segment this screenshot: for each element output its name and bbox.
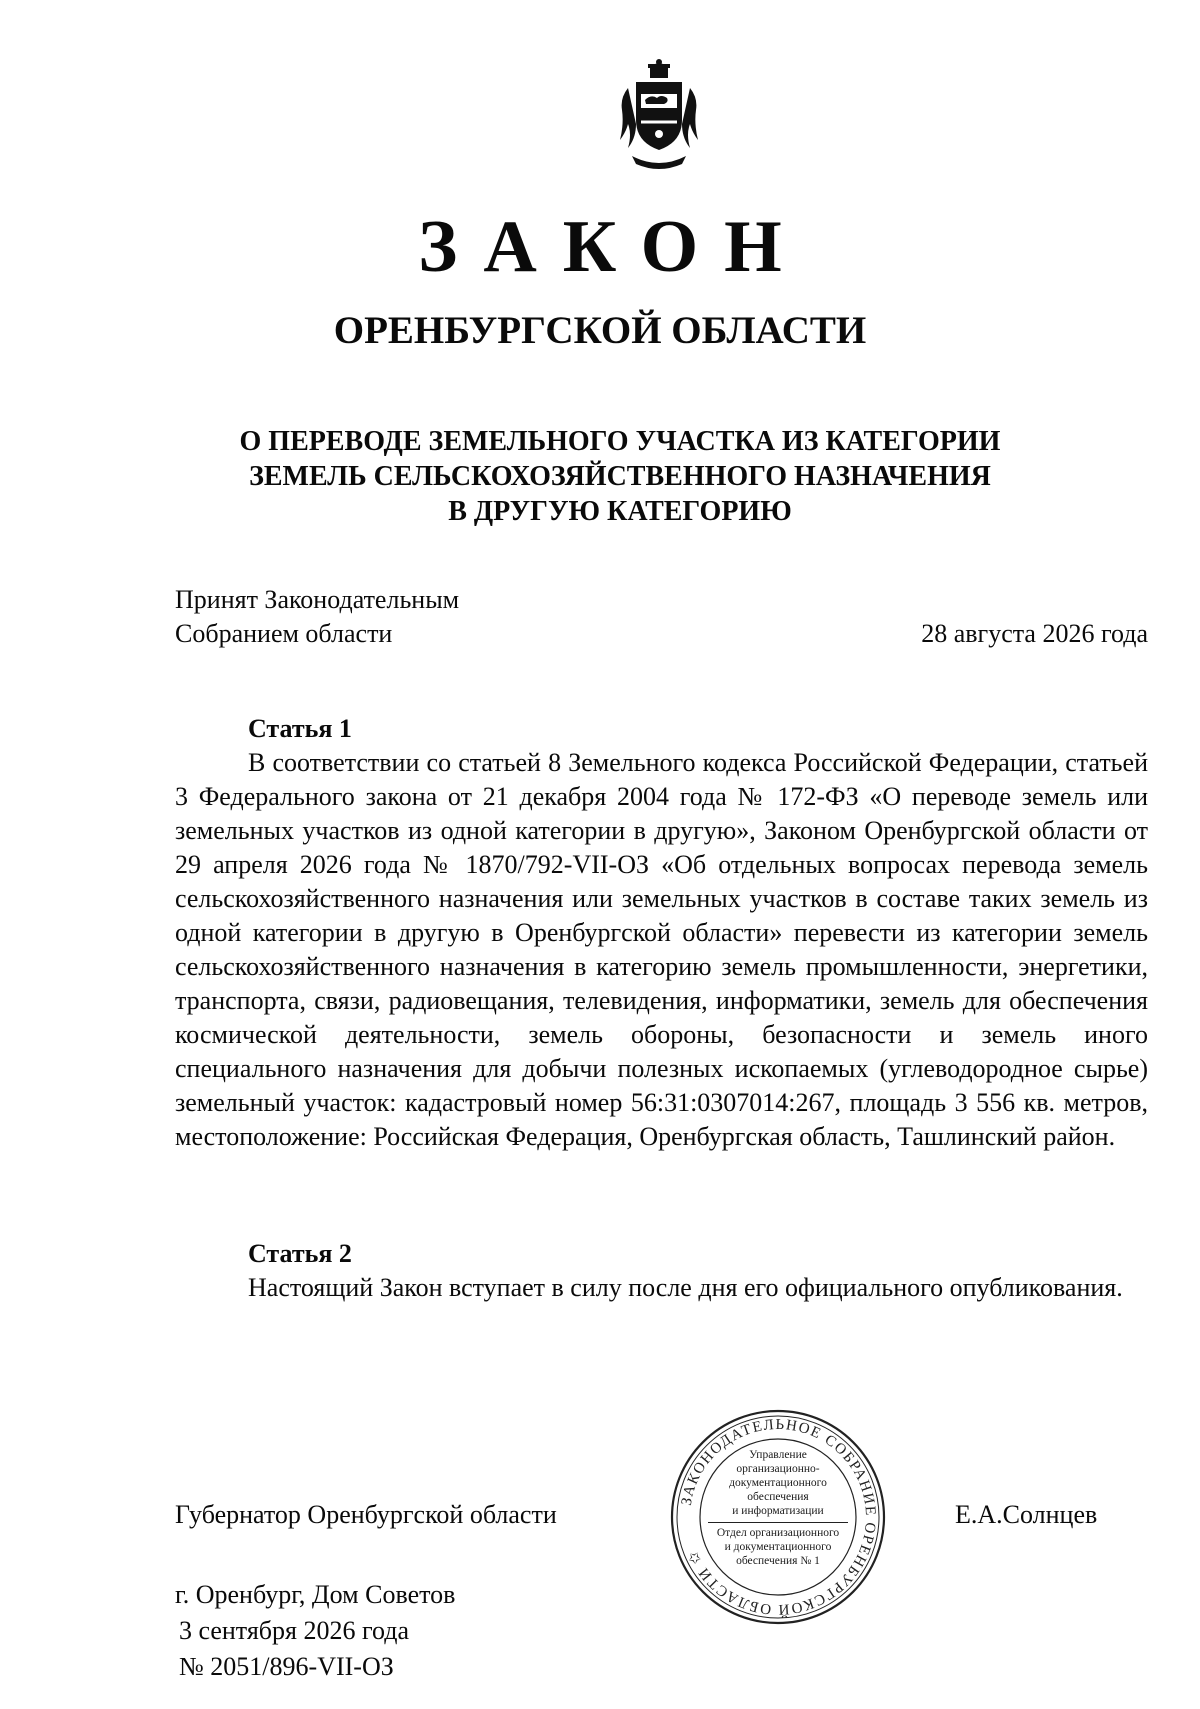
governor-name: Е.А.Солнцев (955, 1500, 1098, 1529)
seal-divider (708, 1522, 848, 1523)
signing-details (175, 1577, 455, 1685)
article-text: В соответствии со статьей 8 Земельного кодекса Российской Федерации, статьей 3 Федерального закона от 21 декабря 2004 года № 172-ФЗ «О переводе земель или земельных участков из одной категории в другую», Законом Оренбургской области от 29 апреля 2026 года № 1870/792-VII-ОЗ «Об отдельных вопросах перевода земель сельскохозяйственного назначения или земельных участков в составе таких земель из одной категории в другую в Оренбургской области» перевести из категории земель сельскохозяйственного назначения в категорию земель промышленности, энергетики, транспорта, связи, радиовещания, телевидения, информатики, земель для обеспечения космической деятельности, земель обороны, безопасности и земель иного специального назначения для добычи полезных ископаемых (углеводородное сырье) земельный участок: кадастровый номер 56:31:0307014:267, площадь 3 556 кв. метров, местоположение: Российская Федерация, Оренбургская область, Ташлинский район. (175, 748, 1148, 1151)
law-title-line: О ПЕРЕВОДЕ ЗЕМЕЛЬНОГО УЧАСТКА ИЗ КАТЕГОРИИ (239, 426, 1001, 457)
seal-inner-text (700, 1448, 856, 1568)
article-heading: Статья 2 (248, 1239, 352, 1268)
article-heading: Статья 1 (248, 714, 352, 743)
seal-line: документационного (729, 1477, 827, 1489)
signing-place: г. Оренбург, Дом Советов (175, 1580, 456, 1609)
seal-line: Управление (749, 1449, 807, 1461)
svg-text:ЗАКОНОДАТЕЛЬНОЕ СОБРАНИЕ ОРЕНБ: ЗАКОНОДАТЕЛЬНОЕ СОБРАНИЕ ОРЕНБУРГСКОЙ ОБЛАСТИ ✩ (678, 1416, 879, 1618)
law-title-line: ЗЕМЕЛЬ СЕЛЬСКОХОЗЯЙСТВЕННОГО НАЗНАЧЕНИЯ (249, 461, 991, 492)
seal-line: организационно- (736, 1463, 820, 1475)
article-2 (175, 1237, 1148, 1305)
law-number: № 2051/896-VII-ОЗ (179, 1652, 394, 1681)
seal-line: Отдел организационного (716, 1527, 840, 1539)
law-title-line: В ДРУГУЮ КАТЕГОРИЮ (448, 496, 792, 527)
coat-of-arms-emblem (614, 58, 704, 170)
seal-line: и информатизации (732, 1505, 824, 1517)
law-region: ОРЕНБУРГСКОЙ ОБЛАСТИ (333, 309, 867, 352)
law-heading: ЗАКОН (418, 206, 808, 288)
seal-line: и документационного (724, 1541, 832, 1553)
seal-line: обеспечения (747, 1491, 809, 1503)
law-title (200, 424, 1040, 529)
adopted-by (175, 583, 459, 651)
signing-date: 3 сентября 2026 года (179, 1616, 410, 1645)
adopted-date: 28 августа 2026 года (921, 619, 1148, 648)
article-text: Настоящий Закон вступает в силу после дня его официального опубликования. (248, 1273, 1123, 1302)
adopted-line: Принят Законодательным (175, 585, 460, 614)
adopted-line: Собранием области (175, 619, 393, 648)
seal-line: обеспечения № 1 (736, 1555, 820, 1567)
article-1 (175, 712, 1148, 1154)
governor-title: Губернатор Оренбургской области (175, 1500, 557, 1529)
